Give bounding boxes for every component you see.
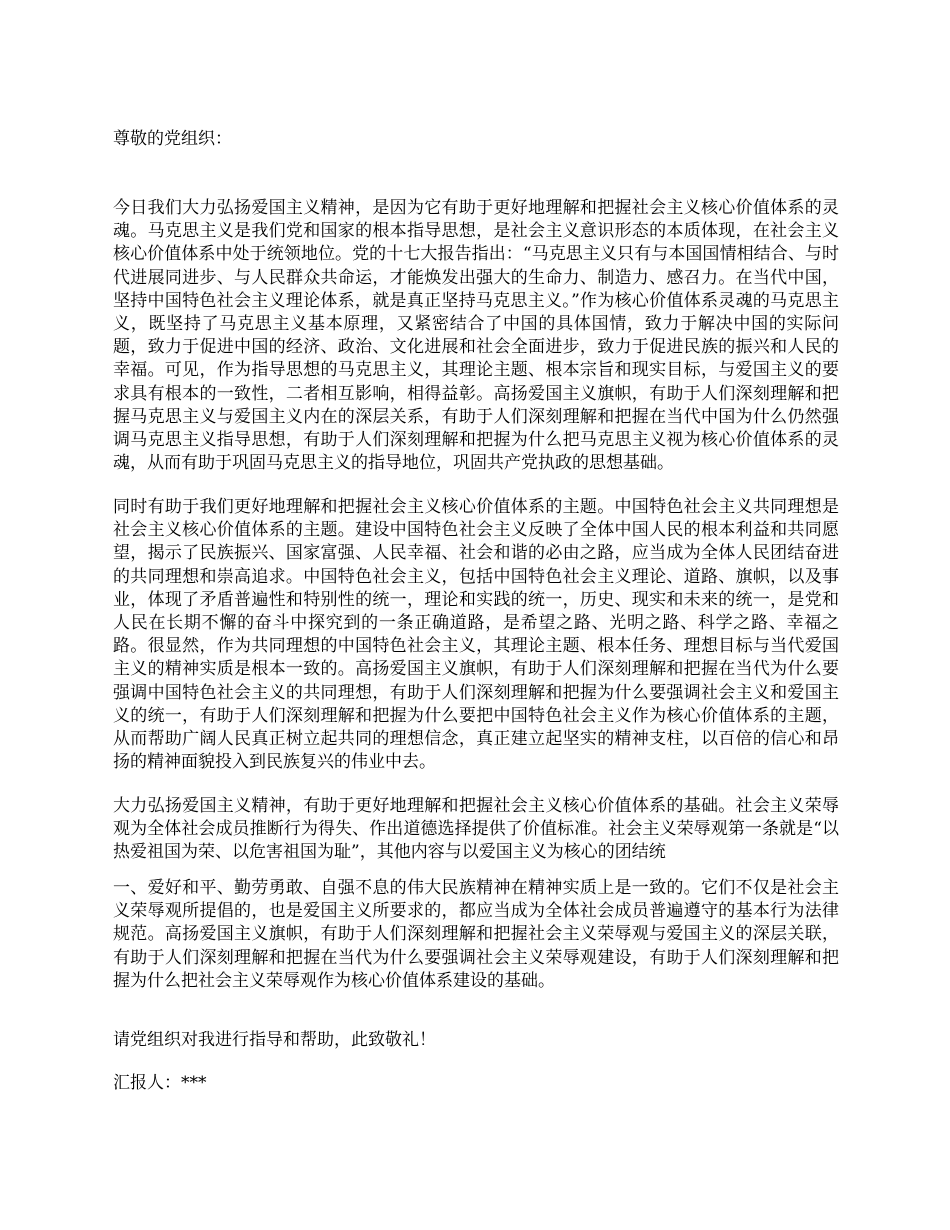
salutation: 尊敬的党组织： [113, 129, 232, 149]
body-paragraph-3: 大力弘扬爱国主义精神，有助于更好地理解和把握社会主义核心价值体系的基础。社会主义荣辱观为全体社会成员推断行为得失、作出道德选择提供了价值标准。社会主义荣辱观第一条就是“以热爱祖国为荣、以危害祖国为耻”，其他内容与以爱国主义为核心的团结统 [113, 796, 839, 863]
body-paragraph-2: 同时有助于我们更好地理解和把握社会主义核心价值体系的主题。中国特色社会主义共同理想是社会主义核心价值体系的主题。建设中国特色社会主义反映了全体中国人民的根本利益和共同愿望，揭示了民族振兴、国家富强、人民幸福、社会和谐的必由之路，应当成为全体人民团结奋进的共同理想和崇高追求。中国特色社会主义，包括中国特色社会主义理论、道路、旗帜，以及事业，体现了矛盾普遍性和特别性的统一，理论和实践的统一，历史、现实和未来的统一，是党和人民在长期不懈的奋斗中探究到的一条正确道路，是希望之路、光明之路、科学之路、幸福之路。很显然，作为共同理想的中国特色社会主义，其理论主题、根本任务、理想目标与当代爱国主义的精神实质是根本一致的。高扬爱国主义旗帜，有助于人们深刻理解和把握在当代为什么要强调中国特色社会主义的共同理想，有助于人们深刻理解和把握为什么要强调社会主义和爱国主义的统一，有助于人们深刻理解和把握为什么要把中国特色社会主义作为核心价值体系的主题，从而帮助广阔人民真正树立起共同的理想信念，真正建立起坚实的精神支柱，以百倍的信心和昂扬的精神面貌投入到民族复兴的伟业中去。 [113, 497, 839, 773]
closing-line: 请党组织对我进行指导和帮助，此致敬礼！ [113, 1030, 436, 1050]
signature-line: 汇报人：*** [113, 1073, 207, 1093]
body-paragraph-1: 今日我们大力弘扬爱国主义精神，是因为它有助于更好地理解和把握社会主义核心价值体系的灵魂。马克思主义是我们党和国家的根本指导思想，是社会主义意识形态的本质体现，在社会主义核心价值体系中处于统领地位。党的十七大报告指出：“马克思主义只有与本国国情相结合、与时代进展同进步、与人民群众共命运，才能焕发出强大的生命力、制造力、感召力。在当代中国，坚持中国特色社会主义理论体系，就是真正坚持马克思主义。”作为核心价值体系灵魂的马克思主义，既坚持了马克思主义基本原理，又紧密结合了中国的具体国情，致力于解决中国的实际问题，致力于促进中国的经济、政治、文化进展和社会全面进步，致力于促进民族的振兴和人民的幸福。可见，作为指导思想的马克思主义，其理论主题、根本宗旨和现实目标，与爱国主义的要求具有根本的一致性，二者相互影响，相得益彰。高扬爱国主义旗帜，有助于人们深刻理解和把握马克思主义与爱国主义内在的深层关系，有助于人们深刻理解和把握在当代中国为什么仍然强调马克思主义指导思想，有助于人们深刻理解和把握为什么把马克思主义视为核心价值体系的灵魂，从而有助于巩固马克思主义的指导地位，巩固共产党执政的思想基础。 [113, 198, 839, 474]
body-paragraph-4: 一、爱好和平、勤劳勇敢、自强不息的伟大民族精神在精神实质上是一致的。它们不仅是社会主义荣辱观所提倡的，也是爱国主义所要求的，都应当成为全体社会成员普遍遵守的基本行为法律规范。高扬爱国主义旗帜，有助于人们深刻理解和把握社会主义荣辱观与爱国主义的深层关联，有助于人们深刻理解和把握在当代为什么要强调社会主义荣辱观建设，有助于人们深刻理解和把握为什么把社会主义荣辱观作为核心价值体系建设的基础。 [113, 878, 839, 991]
